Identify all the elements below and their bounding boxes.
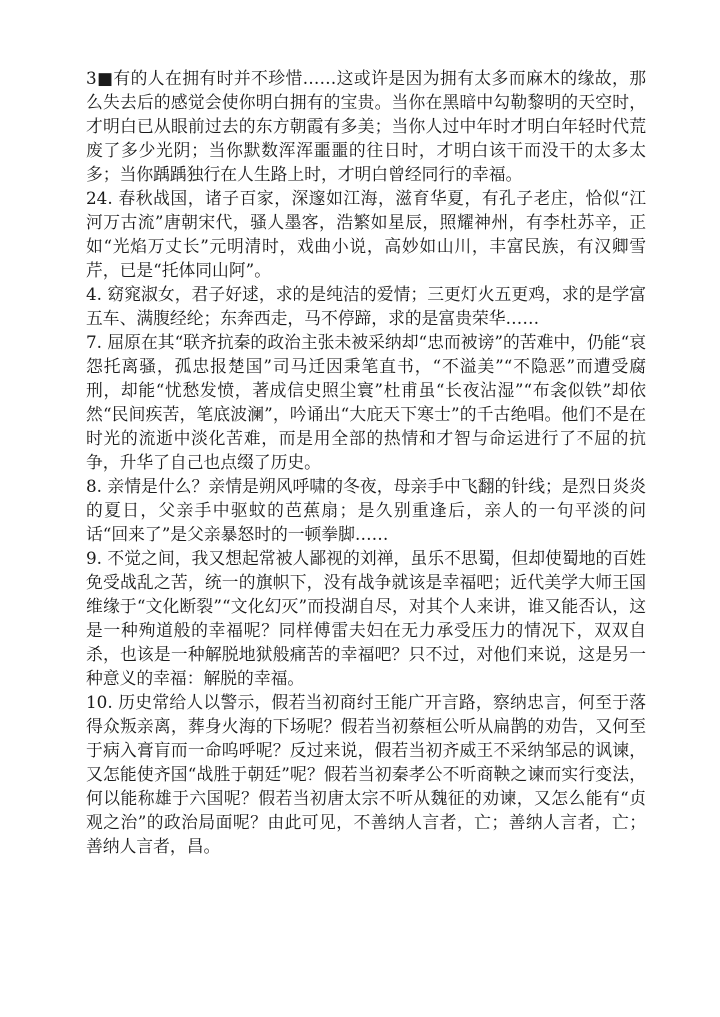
paragraph-9: 9. 不觉之间，我又想起常被人鄙视的刘禅，虽乐不思蜀，但却使蜀地的百姓免受战乱之苦，统一的旗帜下，没有战争就该是幸福吧；近代美学大师王国维缘于“文化断裂”“文化幻灭”而投湖自尽，对其个人来讲，谁又能否认，这是一种殉道般的幸福呢？同样傅雷夫妇在无力承受压力的情况下，双双自杀，也该是一种解脱地狱般痛苦的幸福吧？只不过，对他们来说，这是另一种意义的幸福：解脱的幸福。: [86, 548, 646, 688]
paragraph-7: 7. 屈原在其“联齐抗秦的政治主张未被采纳却“忠而被谤”的苦难中，仍能“哀怨托离骚，孤忠报楚国”司马迁因秉笔直书，“不溢美”“不隐恶”而遭受腐刑，却能“忧愁发愤，著成信史照尘寰”杜甫虽“长夜沾湿”“布衾似铁”却依然“民间疾苦，笔底波澜”，吟诵出“大庇天下寒士”的千古绝唱。他们不是在时光的流逝中淡化苦难，而是用全部的热情和才智与命运进行了不屈的抗争，升华了自己也点缀了历史。: [86, 332, 646, 472]
paragraph-8: 8. 亲情是什么？亲情是朔风呼啸的冬夜，母亲手中飞翻的针线；是烈日炎炎的夏日，父亲手中驱蚊的芭蕉扇；是久别重逢后，亲人的一句平淡的问话“回来了”是父亲暴怒时的一顿拳脚……: [86, 476, 646, 544]
paragraph-24: 24. 春秋战国，诸子百家，深邃如江海，滋育华夏，有孔子老庄，恰似“江河万古流”唐朝宋代，骚人墨客，浩繁如星辰，照耀神州，有李杜苏辛，正如“光焰万丈长”元明清时，戏曲小说，高妙如山川，丰富民族，有汉卿雪芹，已是“托体同山阿”。: [86, 188, 646, 280]
paragraph-10: 10. 历史常给人以警示，假若当初商纣王能广开言路，察纳忠言，何至于落得众叛亲离，葬身火海的下场呢？假若当初蔡桓公听从扁鹊的劝告，又何至于病入膏肓而一命呜呼呢？反过来说，假若当初齐威王不采纳邹忌的讽谏，又怎能使齐国“战胜于朝廷”呢？假若当初秦孝公不听商鞅之谏而实行变法，何以能称雄于六国呢？假若当初唐太宗不听从魏征的劝谏，又怎么能有“贞观之治”的政治局面呢？由此可见，不善纳人言者，亡；善纳人言者，亡；善纳人言者，昌。: [86, 692, 646, 856]
paragraph-4: 4. 窈窕淑女，君子好逑，求的是纯洁的爱情；三更灯火五更鸡，求的是学富五车、满腹经纶；东奔西走，马不停蹄，求的是富贵荣华……: [86, 284, 646, 328]
document-body: [86, 66, 646, 858]
paragraph-3: 3■有的人在拥有时并不珍惜……这或许是因为拥有太多而麻木的缘故，那么失去后的感觉会使你明白拥有的宝贵。当你在黑暗中勾勒黎明的天空时，才明白已从眼前过去的东方朝霞有多美；当你人过中年时才明白年轻时代荒废了多少光阴；当你默数浑浑噩噩的往日时，才明白该干而没干的太多太多；当你踽踽独行在人生路上时，才明白曾经同行的幸福。: [86, 68, 646, 184]
